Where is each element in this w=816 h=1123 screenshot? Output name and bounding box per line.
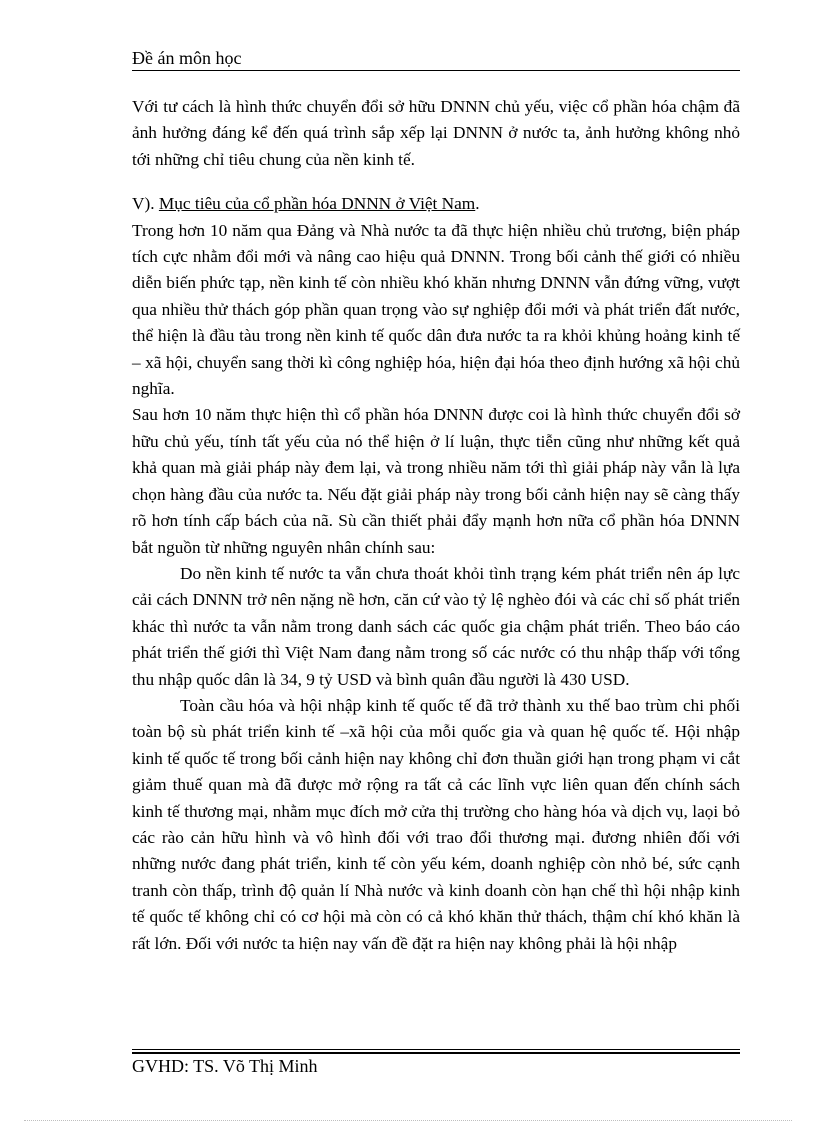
section-heading bbox=[132, 191, 740, 217]
paragraph-gap bbox=[132, 173, 740, 191]
page-footer-supervisor: GVHD: TS. Võ Thị Minh bbox=[132, 1056, 318, 1076]
section-heading-suffix: . bbox=[475, 194, 480, 214]
page-bottom-edge bbox=[24, 1120, 792, 1121]
footer-divider-thin bbox=[132, 1049, 740, 1050]
paragraph-globalization: Toàn cầu hóa và hội nhập kinh tế quốc tế đã trở thành xu thế bao trùm chi phối toàn bộ sù phát triển kinh tế –xã hội của mỗi quốc gia và quan hệ quốc tế. Hội nhập kinh tế quốc tế trong bối cảnh hiện nay không chỉ đơn thuần giới hạn trong phạm vi cắt giảm thuế quan mà đã được mở rộng ra tất cả các lĩnh vực liên quan đến chính sách kinh tế thương mại, nhằm mục đích mở cửa thị trường cho hàng hóa và dịch vụ, laọi bỏ các rào cản hữu hình và vô hình đối với trao đổi thương mại. đương nhiên đối với những nước đang phát triển, kinh tế còn yếu kém, doanh nghiệp còn nhỏ bé, sức cạnh tranh còn thấp, trình độ quản lí Nhà nước và kinh doanh còn hạn chế thì hội nhập kinh tế quốc tế không chỉ có cơ hội mà còn có cả khó khăn thử thách, thậm chí khó khăn là rất lớn. Đối với nước ta hiện nay vấn đề đặt ra hiện nay không phải là hội nhập bbox=[132, 695, 740, 953]
paragraph-party-efforts: Trong hơn 10 năm qua Đảng và Nhà nước ta đã thực hiện nhiều chủ trương, biện pháp tích cực nhằm đổi mới và nâng cao hiệu quả DNNN. Trong bối cảnh thế giới có nhiều diễn biến phức tạp, nền kinh tế còn nhiều khó khăn nhưng DNNN vẫn đứng vững, vượt qua nhiều thử thách góp phần quan trọng vào sự nghiệp đổi mới và phát triển đất nước, thể hiện là đầu tàu trong nền kinh tế quốc dân đưa nước ta ra khỏi khủng hoảng kinh tế – xã hội, chuyển sang thời kì công nghiệp hóa, hiện đại hóa theo định hướng xã hội chủ nghĩa. bbox=[132, 220, 740, 399]
paragraph-intro: Với tư cách là hình thức chuyển đổi sở hữu DNNN chủ yếu, việc cổ phần hóa chậm đã ảnh hưởng đáng kể đến quá trình sắp xếp lại DNNN ở nước ta, ảnh hưởng không nhỏ tới những chỉ tiêu chung của nền kinh tế. bbox=[132, 97, 740, 169]
header-divider bbox=[132, 70, 740, 71]
section-heading-text: Mục tiêu của cổ phần hóa DNNN ở Việt Nam bbox=[158, 194, 476, 214]
document-body bbox=[132, 94, 740, 957]
paragraph-equitization-necessity: Sau hơn 10 năm thực hiện thì cổ phần hóa DNNN được coi là hình thức chuyển đổi sở hữu chủ yếu, tính tất yếu của nó thể hiện ở lí luận, thực tiễn cũng như những kết quả khả quan mà giải pháp này đem lại, và trong nhiều năm tới thì giải pháp này vẫn là lựa chọn hàng đầu của nước ta. Nếu đặt giải pháp này trong bối cảnh hiện nay sẽ càng thấy rõ hơn tính cấp bách của nã. Sù cần thiết phải đẩy mạnh hơn nữa cổ phần hóa DNNN bắt nguồn từ những nguyên nhân chính sau: bbox=[132, 405, 740, 557]
section-heading-prefix: V). bbox=[132, 194, 159, 214]
paragraph-underdevelopment: Do nền kinh tế nước ta vẫn chưa thoát khỏi tình trạng kém phát triển nên áp lực cải cách DNNN trở nên nặng nề hơn, căn cứ vào tỷ lệ nghèo đói và các chỉ số phát triển khác thì nước ta vẫn nằm trong danh sách các quốc gia chậm phát triển. Theo báo cáo phát triển thế giới thì Việt Nam đang nằm trong số các nước có thu nhập thấp với tổng thu nhập quốc dân là 34, 9 tỷ USD và bình quân đầu người là 430 USD. bbox=[132, 563, 740, 689]
page-header-title: Đề án môn học bbox=[132, 48, 242, 68]
